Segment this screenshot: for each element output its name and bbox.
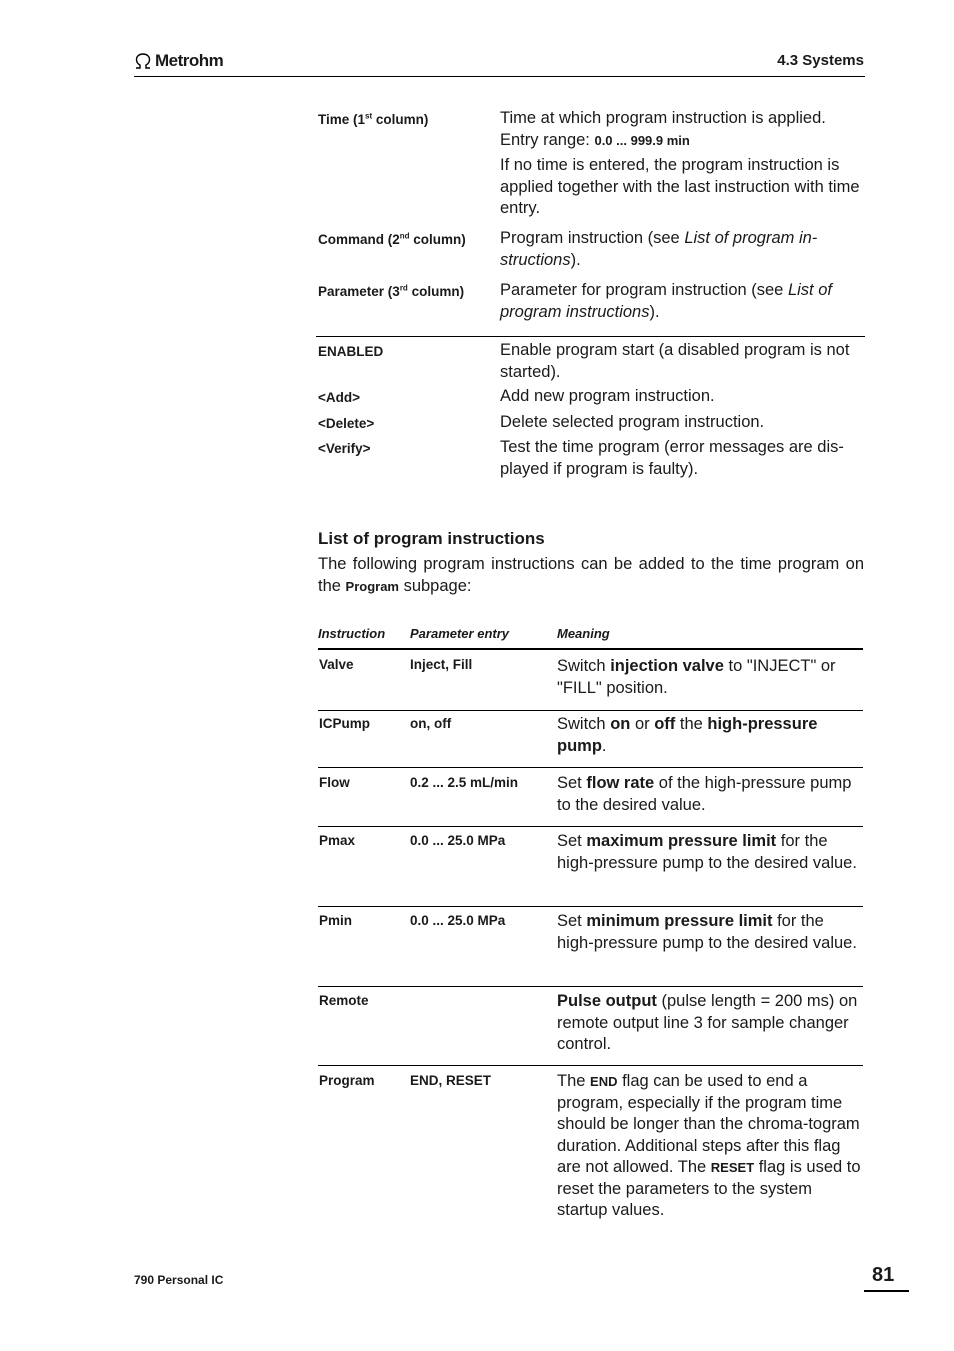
table-row-rule [318,710,863,711]
table-row-rule [318,826,863,827]
table-row-rule [318,906,863,907]
desc-time: Time at which program instruction is applied. Entry range: 0.0 ... 999.9 min [500,109,826,149]
table-cell-meaning: The END flag can be used to end a program, especially if the program time should be longer than the chroma-togram duration. Additional steps after this flag are not allowed. The RESET flag is used to reset the parameters to the system startup values. [557,1072,861,1219]
term-enabled: ENABLED [318,344,384,359]
metrohm-logo [134,51,223,71]
omega-icon [134,53,152,69]
table-row-rule [318,986,863,987]
table-cell-parameter: Inject, Fill [410,657,473,672]
section-title: 4.3 Systems [777,52,864,69]
table-cell-parameter: END, RESET [410,1073,492,1088]
term-command: Command (2nd column) [318,231,466,247]
page-number: 81 [872,1264,895,1286]
table-cell-instruction: Pmin [319,913,353,928]
term-verify: <Verify> [318,441,371,456]
table-row-rule [318,1065,863,1066]
table-cell-instruction: Pmax [319,833,356,848]
desc-delete: Delete selected program instruction. [500,413,765,431]
table-header-parameter: Parameter entry [410,626,509,641]
table-cell-meaning: Set minimum pressure limit for the high-pressure pump to the desired value. [557,912,857,952]
list-intro: The following program instructions can be added to the time program on the Program subpage: [318,555,864,595]
table-cell-parameter: 0.0 ... 25.0 MPa [410,833,506,848]
table-header-rule [318,648,863,650]
table-cell-instruction: ICPump [319,716,371,731]
header-rule [134,76,865,77]
term-add: <Add> [318,390,361,405]
table-cell-meaning: Switch on or off the high-pressure pump. [557,715,818,755]
table-cell-parameter: 0.0 ... 25.0 MPa [410,913,506,928]
table-cell-instruction: Valve [319,657,354,672]
footer-product: 790 Personal IC [134,1273,224,1287]
term-delete: <Delete> [318,416,375,431]
list-heading: List of program instructions [318,529,545,548]
table-header-meaning: Meaning [557,626,610,641]
term-parameter: Parameter (3rd column) [318,283,465,299]
brand-name: Metrohm [155,51,224,70]
table-cell-parameter: on, off [410,716,452,731]
table-cell-instruction: Program [319,1073,375,1088]
desc-time-note: If no time is entered, the program instruction is applied together with the last instruction with time entry. [500,156,860,217]
desc-parameter: Parameter for program instruction (see List of program instructions). [500,281,832,321]
table-row-rule [318,767,863,768]
term-time: Time (1st column) [318,111,429,127]
table-cell-instruction: Remote [319,993,369,1008]
table-cell-instruction: Flow [319,775,350,790]
desc-add: Add new program instruction. [500,387,715,405]
table-cell-meaning: Set flow rate of the high-pressure pump to the desired value. [557,774,852,814]
table-cell-meaning: Pulse output (pulse length = 200 ms) on remote output line 3 for sample changer control. [557,992,858,1053]
table-cell-parameter: 0.2 ... 2.5 mL/min [410,775,519,790]
table-cell-meaning: Set maximum pressure limit for the high-pressure pump to the desired value. [557,832,857,872]
desc-verify: Test the time program (error messages are dis-played if program is faulty). [500,438,844,478]
desc-command: Program instruction (see List of program in-structions). [500,229,818,269]
page-number-rule [864,1290,909,1292]
desc-enabled: Enable program start (a disabled program is not started). [500,341,850,381]
table-header-instruction: Instruction [318,626,386,641]
table-cell-meaning: Switch injection valve to "INJECT" or "FILL" position. [557,657,836,697]
definition-rule [316,336,865,337]
